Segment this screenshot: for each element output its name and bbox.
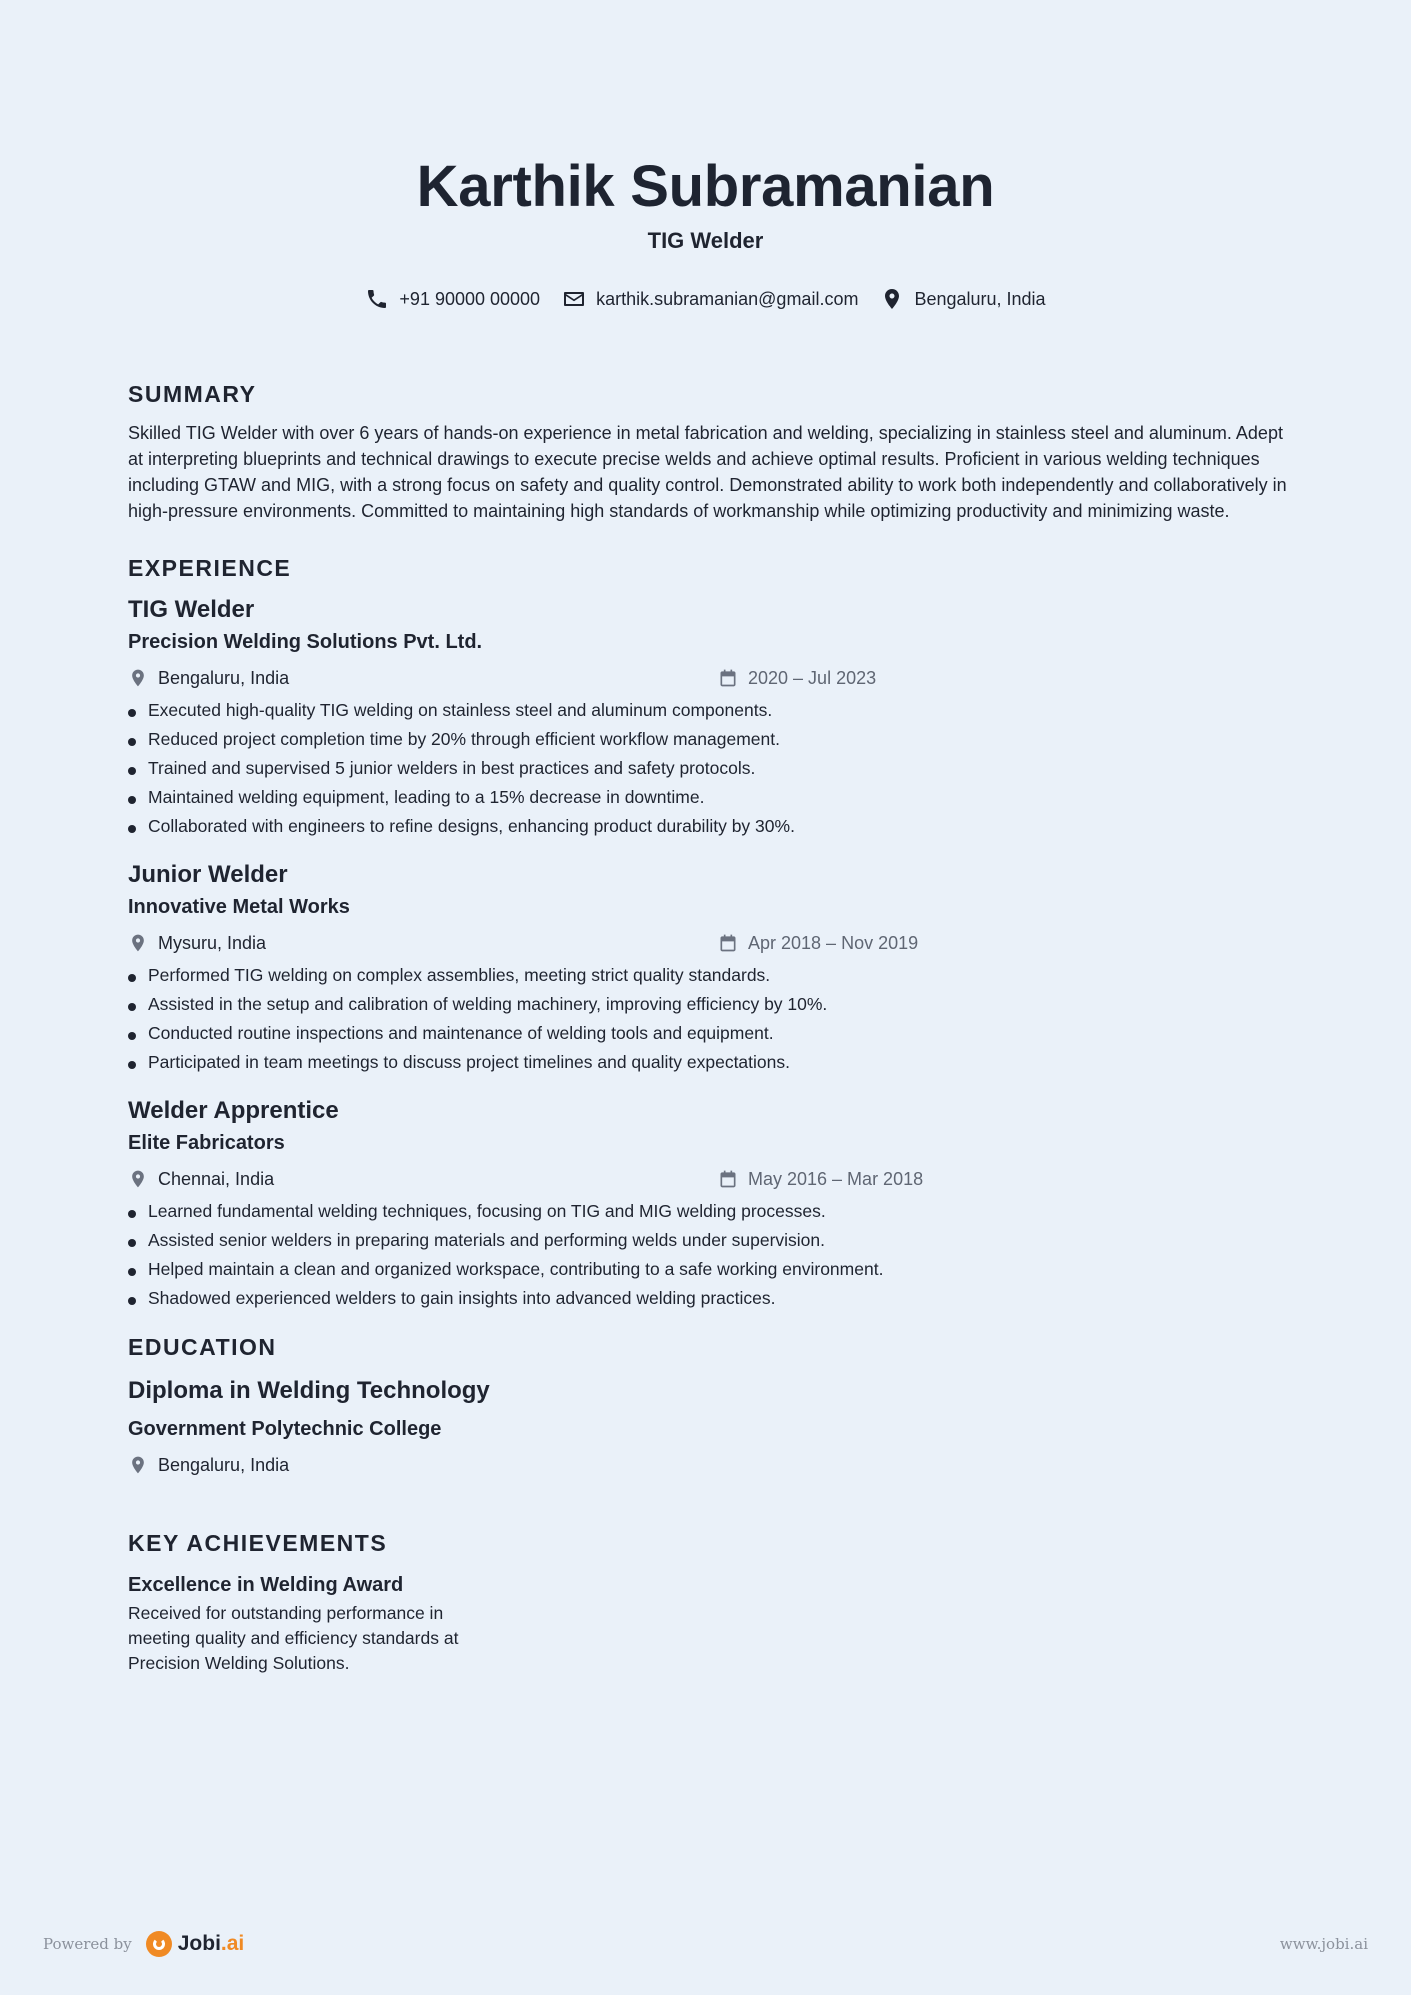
section-title-experience: EXPERIENCE — [128, 555, 292, 581]
contact-email-text: karthik.subramanian@gmail.com — [596, 289, 859, 309]
list-item: Assisted in the setup and calibration of welding machinery, improving efficiency by 10%. — [128, 990, 1288, 1019]
section-title-achievements: KEY ACHIEVEMENTS — [128, 1530, 388, 1556]
job-company: Precision Welding Solutions Pvt. Ltd. — [128, 631, 483, 653]
location-pin-icon — [880, 287, 904, 311]
site-link[interactable]: www.jobi.ai — [1279, 1935, 1368, 1953]
list-item: Executed high-quality TIG welding on stainless steel and aluminum components. — [128, 696, 1288, 725]
job-bullets — [128, 1197, 1288, 1313]
section-title-education: EDUCATION — [128, 1334, 277, 1360]
list-item: Shadowed experienced welders to gain insights into advanced welding practices. — [128, 1284, 1288, 1313]
job-title: TIG Welder — [128, 596, 255, 623]
list-item: Helped maintain a clean and organized workspace, contributing to a safe working environment. — [128, 1255, 1288, 1284]
job-dates — [718, 1165, 923, 1193]
achievement-title: Excellence in Welding Award — [128, 1574, 404, 1596]
section-title-summary: SUMMARY — [128, 381, 257, 407]
job-location-text: Chennai, India — [158, 1169, 275, 1189]
job-dates — [718, 929, 918, 957]
list-item: Conducted routine inspections and maintenance of welding tools and equipment. — [128, 1019, 1288, 1048]
location-pin-icon — [128, 1455, 148, 1475]
list-item: Collaborated with engineers to refine designs, enhancing product durability by 30%. — [128, 812, 1288, 841]
job-entry — [128, 1095, 1288, 1313]
list-item: Trained and supervised 5 junior welders in best practices and safety protocols. — [128, 754, 1288, 783]
job-title: Welder Apprentice — [128, 1097, 339, 1124]
job-dates — [718, 664, 876, 692]
job-dates-text: 2020 – Jul 2023 — [748, 668, 877, 688]
job-entry — [128, 594, 1288, 841]
page-footer — [0, 1926, 1411, 1962]
brand-logo[interactable] — [146, 1931, 245, 1957]
contact-email[interactable] — [562, 286, 858, 312]
powered-by — [43, 1926, 244, 1962]
calendar-icon — [718, 933, 738, 953]
job-meta — [128, 1165, 1288, 1193]
education-school: Government Polytechnic College — [128, 1418, 442, 1440]
powered-by-label: Powered by — [43, 1935, 132, 1953]
calendar-icon — [718, 1169, 738, 1189]
education-location — [128, 1451, 289, 1479]
job-meta — [128, 664, 1288, 692]
achievements-section — [128, 1527, 1288, 1676]
location-pin-icon — [128, 1169, 148, 1189]
contact-phone[interactable] — [365, 286, 540, 312]
summary-text: Skilled TIG Welder with over 6 years of hands-on experience in metal fabrication and welding, specializing in stainless steel and aluminum. Adept at interpreting blueprints and technical drawings to execute precise welds and achieve optimal results. Proficient in various welding techniques including GTAW and MIG, with a strong focus on safety and quality control. Demonstrated ability to work both independently and collaboratively in high-pressure environments. Committed to maintaining high standards of workmanship while optimizing productivity and minimizing waste. — [128, 423, 1287, 521]
contact-bar — [0, 286, 1411, 312]
job-bullets — [128, 696, 1288, 841]
job-location-text: Bengaluru, India — [158, 668, 290, 688]
location-pin-icon — [128, 933, 148, 953]
contact-location-text: Bengaluru, India — [914, 289, 1046, 309]
job-bullets — [128, 961, 1288, 1077]
education-location-text: Bengaluru, India — [158, 1455, 290, 1475]
job-title: Junior Welder — [128, 861, 288, 888]
job-company: Elite Fabricators — [128, 1132, 285, 1154]
experience-section — [128, 552, 1288, 1313]
job-location — [128, 1165, 274, 1193]
job-dates-text: Apr 2018 – Nov 2019 — [748, 933, 919, 953]
job-entry — [128, 859, 1288, 1077]
list-item: Participated in team meetings to discuss project timelines and quality expectations. — [128, 1048, 1288, 1077]
resume-content — [128, 378, 1288, 1676]
job-location — [128, 664, 289, 692]
list-item: Assisted senior welders in preparing materials and performing welds under supervision. — [128, 1226, 1288, 1255]
education-section — [128, 1331, 1288, 1479]
job-meta — [128, 929, 1288, 957]
job-location-text: Mysuru, India — [158, 933, 267, 953]
location-pin-icon — [128, 668, 148, 688]
list-item: Maintained welding equipment, leading to a 15% decrease in downtime. — [128, 783, 1288, 812]
email-icon — [562, 287, 586, 311]
candidate-name: Karthik Subramanian — [416, 154, 995, 219]
phone-icon — [365, 287, 389, 311]
jobi-logo-icon — [146, 1931, 172, 1957]
job-dates-text: May 2016 – Mar 2018 — [748, 1169, 924, 1189]
education-degree: Diploma in Welding Technology — [128, 1377, 490, 1404]
job-location — [128, 929, 266, 957]
education-meta — [128, 1451, 1288, 1479]
calendar-icon — [718, 668, 738, 688]
contact-location — [880, 286, 1045, 312]
contact-phone-text: +91 90000 00000 — [399, 289, 541, 309]
list-item: Learned fundamental welding techniques, focusing on TIG and MIG welding processes. — [128, 1197, 1288, 1226]
achievement-description: Received for outstanding performance in meeting quality and efficiency standards at Precision Welding Solutions. — [128, 1603, 459, 1673]
brand-accent: .ai — [220, 1932, 245, 1955]
brand-name: Jobi — [177, 1932, 221, 1955]
list-item: Reduced project completion time by 20% through efficient workflow management. — [128, 725, 1288, 754]
summary-section — [128, 378, 1288, 524]
candidate-role: TIG Welder — [647, 228, 764, 253]
job-company: Innovative Metal Works — [128, 896, 350, 918]
list-item: Performed TIG welding on complex assemblies, meeting strict quality standards. — [128, 961, 1288, 990]
